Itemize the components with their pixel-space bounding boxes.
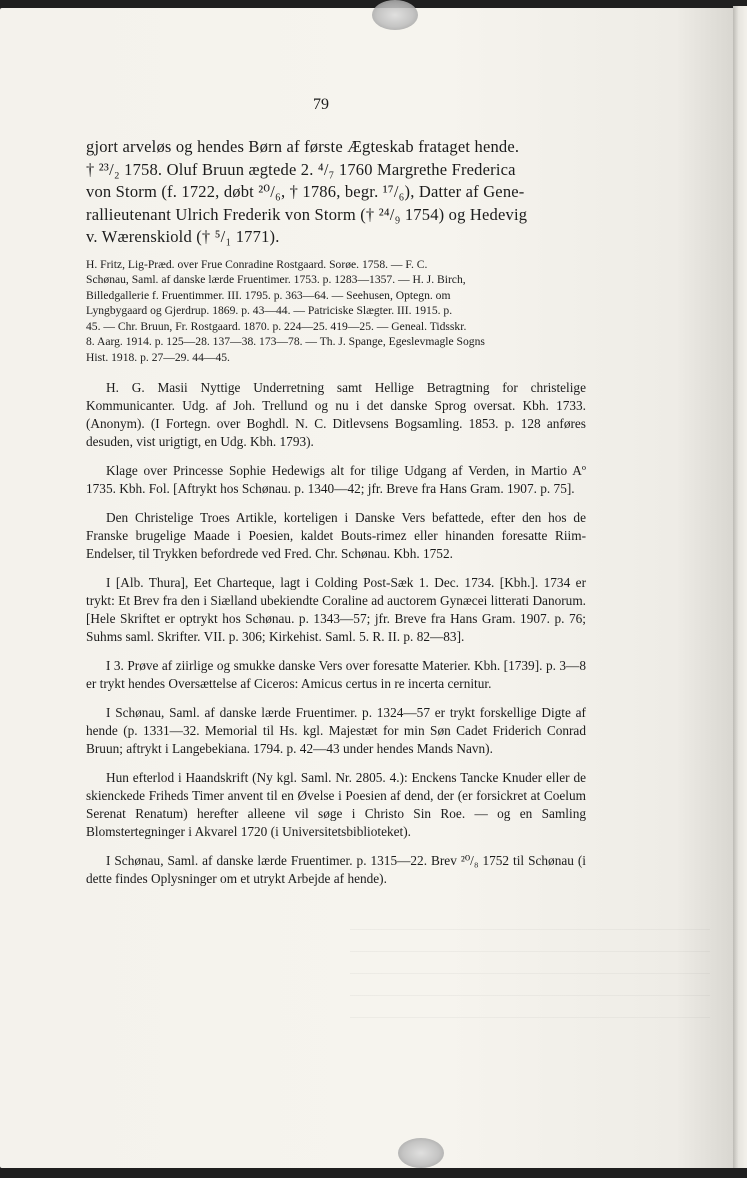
bibliography-entry-klage: Klage over Princesse Sophie Hedewigs alt for tilige Udgang af Verden, in Martio Aº 1735. Kbh. Fol. [Aftrykt hos Schønau. p. 1340—42; jfr. Breve fra Hans Gram. 1907. p. 75]. xyxy=(86,463,586,496)
bibliography-entry-haandskrift: Hun efterlod i Haandskrift (Ny kgl. Saml. Nr. 2805. 4.): Enckens Tancke Knuder eller de skienckede Friheds Timer anvent til en Øvelse i Poesien af dend, der (er forsickret at Coelum Serenat Renatum) herefter alleene vil søge i Christo Sin Roe. — og en Samling Blomstertegninger i Akvarel 1720 (i Universitetsbiblioteket). xyxy=(86,770,586,839)
main-text-block xyxy=(86,136,586,249)
references-block xyxy=(86,257,586,366)
bibliography-entry-masii: H. G. Masii Nyttige Underretning samt Hellige Betragtning for christelige Kommunicanter. Udg. af Joh. Trellund og nu i det danske Sprog oversat. Kbh. 1733. (Anonym). (I Fortegn. over Boghdl. N. C. Ditlevsens Bogsamling. 1853. p. 128 anføres desuden, vist urigtigt, en Udg. Kbh. 1793). xyxy=(86,380,586,449)
reference-line: 45. — Chr. Bruun, Fr. Rostgaard. 1870. p. 224—25. 419—25. — Geneal. Tidsskr. xyxy=(86,319,467,333)
reference-line: Billedgallerie f. Fruentimmer. III. 1795. p. 363—64. — Seehusen, Optegn. om xyxy=(86,288,451,302)
main-text-line: rallieutenant Ulrich Frederik von Storm († ²⁴/₉ 1754) og Hedevig xyxy=(86,204,528,224)
page-content xyxy=(86,96,586,899)
main-text-line: von Storm (f. 1722, døbt ²⁰/₆, † 1786, begr. ¹⁷/₆), Datter af Gene- xyxy=(86,182,525,201)
reference-line: Lyngbygaard og Gjerdrup. 1869. p. 43—44. — Patriciske Slægter. III. 1915. p. xyxy=(86,304,453,317)
book-page xyxy=(0,8,735,1168)
reference-line: Schønau, Saml. af danske lærde Fruentimer. 1753. p. 1283—1357. — H. J. Birch, xyxy=(86,273,466,286)
bibliography-entry-troes-artikle: Den Christelige Troes Artikle, korteligen i Danske Vers befattede, efter den hos de Franske brugelige Maade i Poesien, kaldet Bouts-rimez eller hinanden foresatte Riim-Endelser, til Trykken befordrede ved Fred. Chr. Schønau. Kbh. 1752. xyxy=(86,510,586,561)
bibliography-entry-charteque: I [Alb. Thura], Eet Charteque, lagt i Colding Post-Sæk 1. Dec. 1734. [Kbh.]. 1734 er trykt: Et Brev fra den i Siælland ubekiendte Coraline ad auctorem Gynæcei litterati Danorum. [Hele Skriftet er optrykt hos Schønau. p. 1343—57; jfr. Breve fra Hans Gram. 1907. p. 76; Suhms saml. Skrifter. VII. p. 306; Kirkehist. Saml. 5. R. II. p. 82—83]. xyxy=(86,575,586,644)
bibliography-entry-brev: I Schønau, Saml. af danske lærde Fruentimer. p. 1315—22. Brev ²⁰/₈ 1752 til Schønau (i dette findes Oplysninger om et utrykt Arbejde af hende). xyxy=(86,853,586,886)
reference-line: 8. Aarg. 1914. p. 125—28. 137—38. 173—78. — Th. J. Spange, Egeslevmagle Sogns xyxy=(86,335,485,348)
scanner-hole-bottom xyxy=(398,1138,444,1168)
page-number: 79 xyxy=(313,96,329,113)
reference-line: Hist. 1918. p. 27—29. 44—45. xyxy=(86,350,230,364)
bibliography-entry-schonau-digte: I Schønau, Saml. af danske lærde Fruentimer. p. 1324—57 er trykt forskellige Digte af hende (p. 1331—32. Memorial til Hs. kgl. Majestæt for min Søn Cadet Friderich Conrad Bruun; aftrykt i Langebekiana. 1794. p. 42—43 under hendes Mands Navn). xyxy=(86,705,586,756)
main-text-line: gjort arveløs og hendes Børn af første Ægteskab frataget hende. xyxy=(86,137,520,156)
main-text-line: v. Wærenskiold († ⁵/₁ 1771). xyxy=(86,227,280,246)
main-text-line: † ²³/₂ 1758. Oluf Bruun ægtede 2. ⁴/₇ 1760 Margrethe Frederica xyxy=(86,159,516,179)
bleed-through-text xyxy=(350,908,710,1018)
bibliography-entry-proeve: I 3. Prøve af ziirlige og smukke danske Vers over foresatte Materier. Kbh. [1739]. p. 3—8 er trykt hendes Oversættelse af Ciceros: Amicus certus in re incerta cernitur. xyxy=(86,658,586,691)
reference-line: H. Fritz, Lig-Præd. over Frue Conradine Rostgaard. Sorøe. 1758. — F. C. xyxy=(86,257,428,271)
scanner-hole-top xyxy=(372,0,418,30)
page-edge-shadow xyxy=(733,6,747,1168)
